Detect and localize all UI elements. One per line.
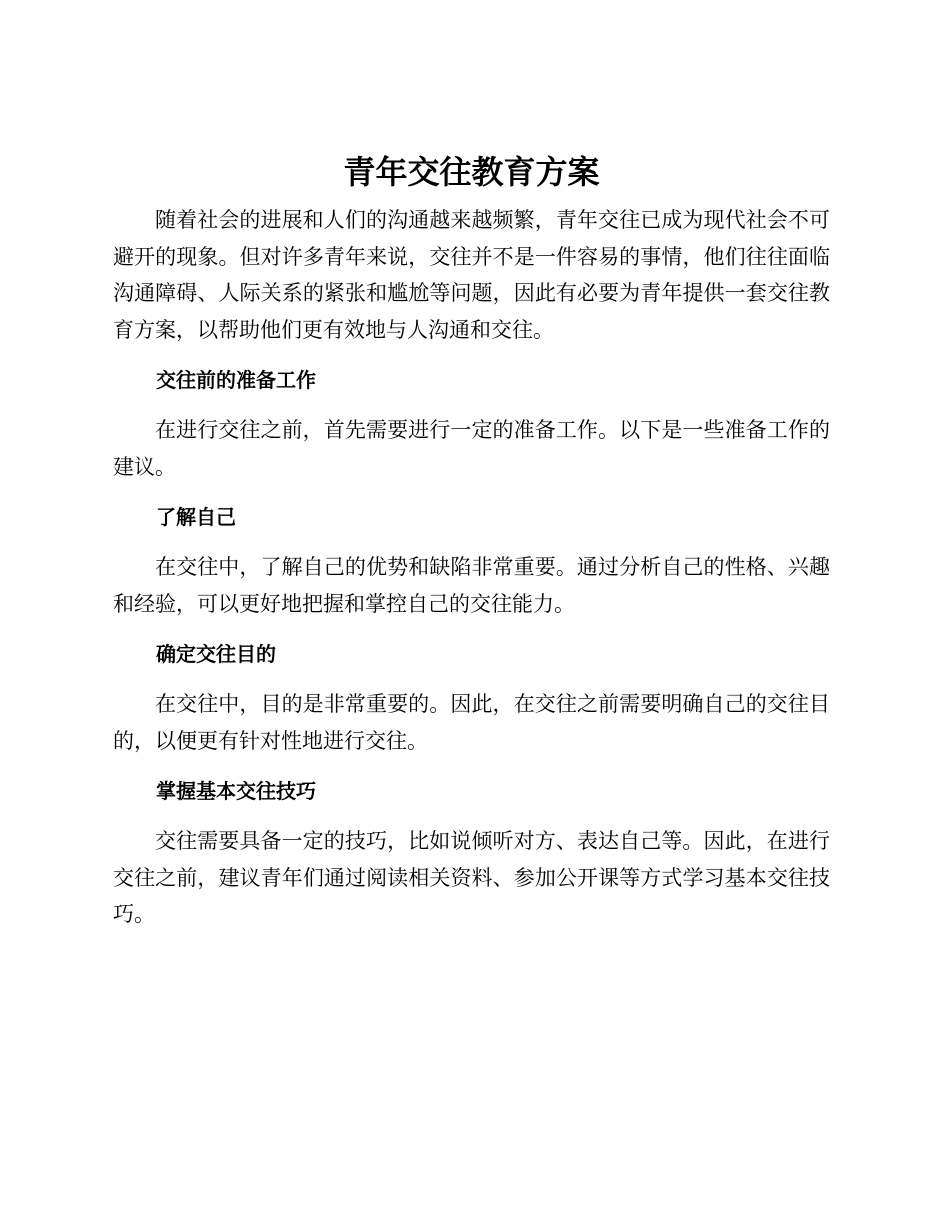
section-body-purpose: 在交往中，目的是非常重要的。因此，在交往之前需要明确自己的交往目的，以便更有针对性地进行交往。 [113,692,830,753]
section-heading-purpose: 确定交往目的 [156,642,276,666]
section-body-skills: 交往需要具备一定的技巧，比如说倾听对方、表达自己等。因此，在进行交往之前，建议青年们通过阅读相关资料、参加公开课等方式学习基本交往技巧。 [113,829,830,926]
section-heading-preparation: 交往前的准备工作 [156,368,316,392]
section-heading-know-yourself: 了解自己 [156,505,236,529]
document-title: 青年交往教育方案 [343,153,600,191]
section-body-know-yourself: 在交往中，了解自己的优势和缺陷非常重要。通过分析自己的性格、兴趣和经验，可以更好地把握和掌控自己的交往能力。 [113,555,830,616]
section-heading-skills: 掌握基本交往技巧 [156,779,316,803]
intro-paragraph: 随着社会的进展和人们的沟通越来越频繁，青年交往已成为现代社会不可避开的现象。但对许多青年来说，交往并不是一件容易的事情，他们往往面临沟通障碍、人际关系的紧张和尴尬等问题，因此有必要为青年提供一套交往教育方案，以帮助他们更有效地与人沟通和交往。 [113,208,830,342]
document-page [113,150,830,933]
section-body-preparation: 在进行交往之前，首先需要进行一定的准备工作。以下是一些准备工作的建议。 [113,418,830,479]
